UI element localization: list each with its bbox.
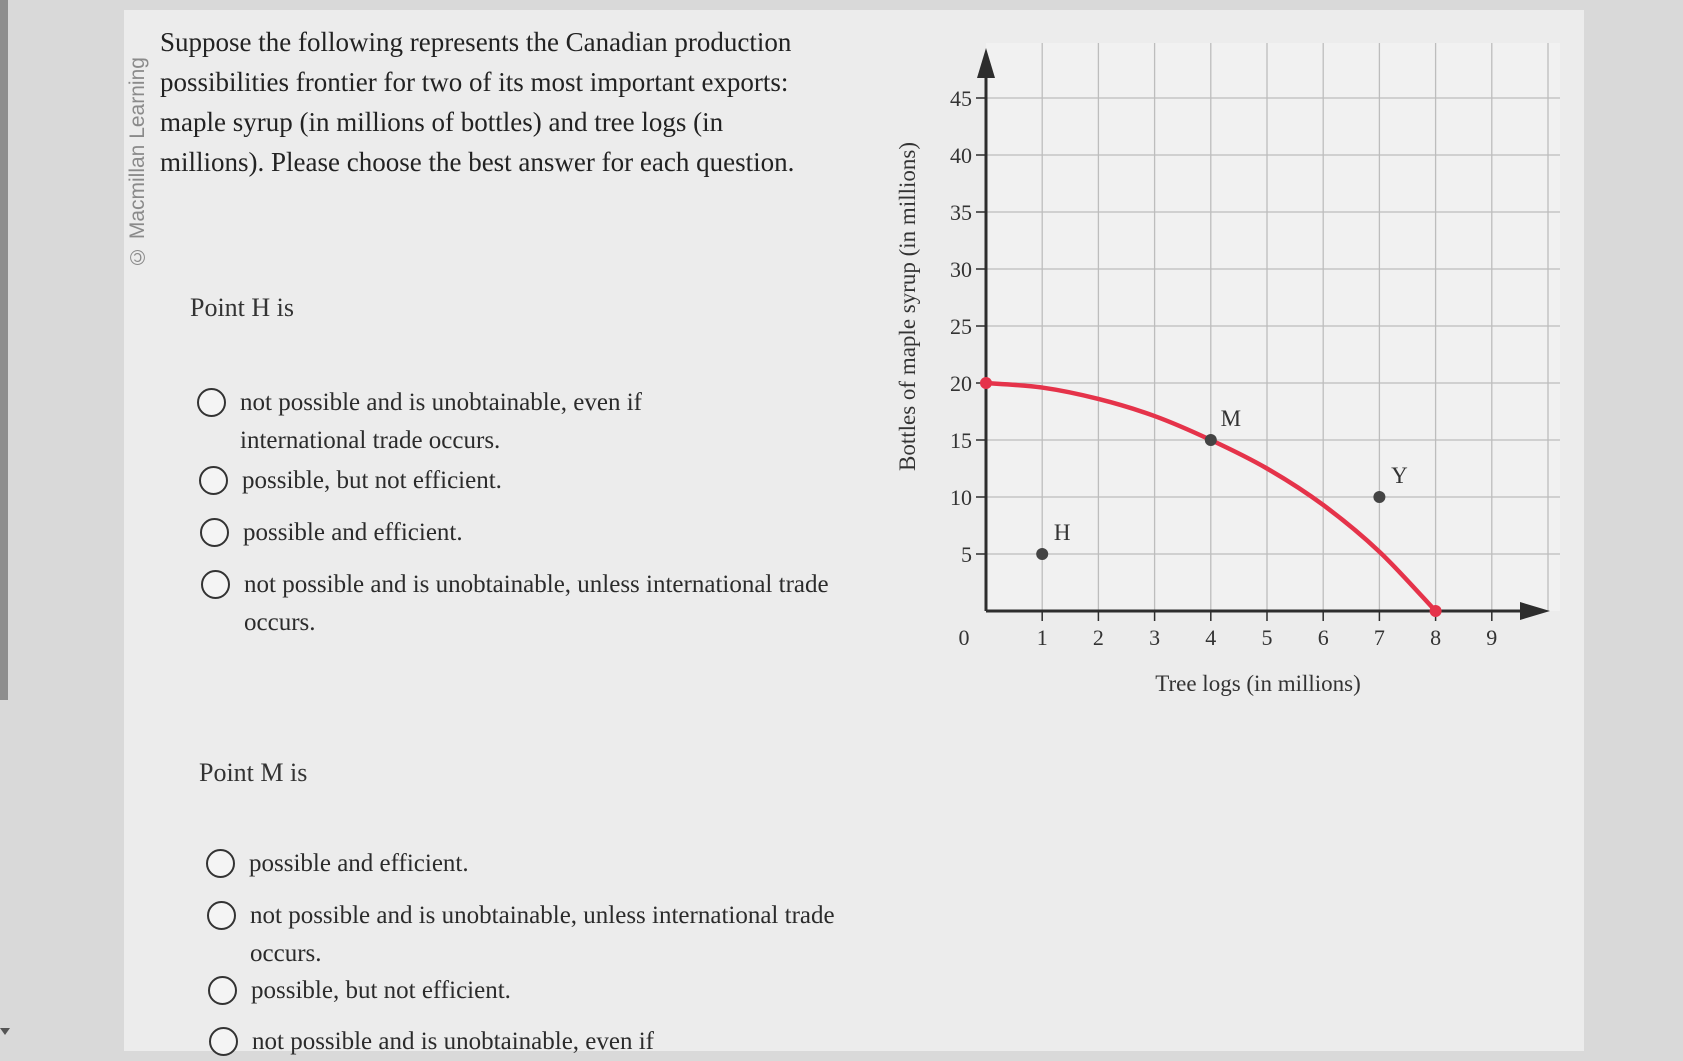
point-h — [1036, 548, 1048, 560]
x-tick-label: 3 — [1149, 625, 1161, 650]
y-tick-label: 10 — [950, 485, 972, 510]
option-label: not possible and is unobtainable, unless international trade occurs. — [250, 902, 835, 967]
frontier-endpoint — [1430, 605, 1442, 617]
option-label: not possible and is unobtainable, unless international trade occurs. — [244, 571, 829, 636]
x-tick-label: 4 — [1205, 625, 1217, 650]
origin-label: 0 — [958, 625, 970, 650]
y-tick-label: 25 — [950, 314, 972, 339]
y-tick-label: 15 — [950, 428, 972, 453]
x-tick-label: 5 — [1261, 625, 1273, 650]
option-label: possible, but not efficient. — [251, 977, 511, 1004]
y-axis-label: Bottles of maple syrup (in millions) — [895, 142, 920, 471]
plot-area — [986, 43, 1560, 611]
option-label: possible and efficient. — [243, 519, 463, 546]
x-tick-label: 1 — [1036, 625, 1048, 650]
question-intro: Suppose the following represents the Canadian production possibilities frontier for two of its most important exports: maple syrup (in millions of bottles) and tree logs (in millions). Please choose the best answer for each question. — [160, 27, 795, 177]
x-tick-label: 9 — [1486, 625, 1498, 650]
copyright-credit: © Macmillan Learning — [126, 57, 149, 268]
option-label: possible, but not efficient. — [242, 467, 502, 494]
x-tick-label: 7 — [1373, 625, 1385, 650]
option-label: possible and efficient. — [249, 850, 469, 877]
y-tick-label: 20 — [950, 371, 972, 396]
x-tick-label: 2 — [1092, 625, 1104, 650]
point-m — [1205, 434, 1217, 446]
frontier-endpoint — [980, 377, 992, 389]
option-label: not possible and is unobtainable, even if international trade occurs. — [240, 389, 643, 454]
y-tick-label: 35 — [950, 200, 972, 225]
question-1-title: Point H is — [190, 293, 295, 322]
point-label-h: H — [1053, 520, 1071, 545]
y-tick-label: 5 — [961, 542, 972, 567]
y-tick-label: 45 — [950, 86, 972, 111]
y-tick-label: 40 — [950, 143, 972, 168]
question-2-title: Point M is — [199, 758, 308, 787]
point-y — [1373, 491, 1385, 503]
point-label-y: Y — [1391, 463, 1408, 488]
x-tick-label: 8 — [1430, 625, 1442, 650]
option-label: not possible and is unobtainable, even if — [252, 1028, 655, 1055]
x-axis-label: Tree logs (in millions) — [1155, 671, 1361, 696]
y-tick-label: 30 — [950, 257, 972, 282]
x-tick-label: 6 — [1317, 625, 1329, 650]
point-label-m: M — [1220, 406, 1242, 431]
